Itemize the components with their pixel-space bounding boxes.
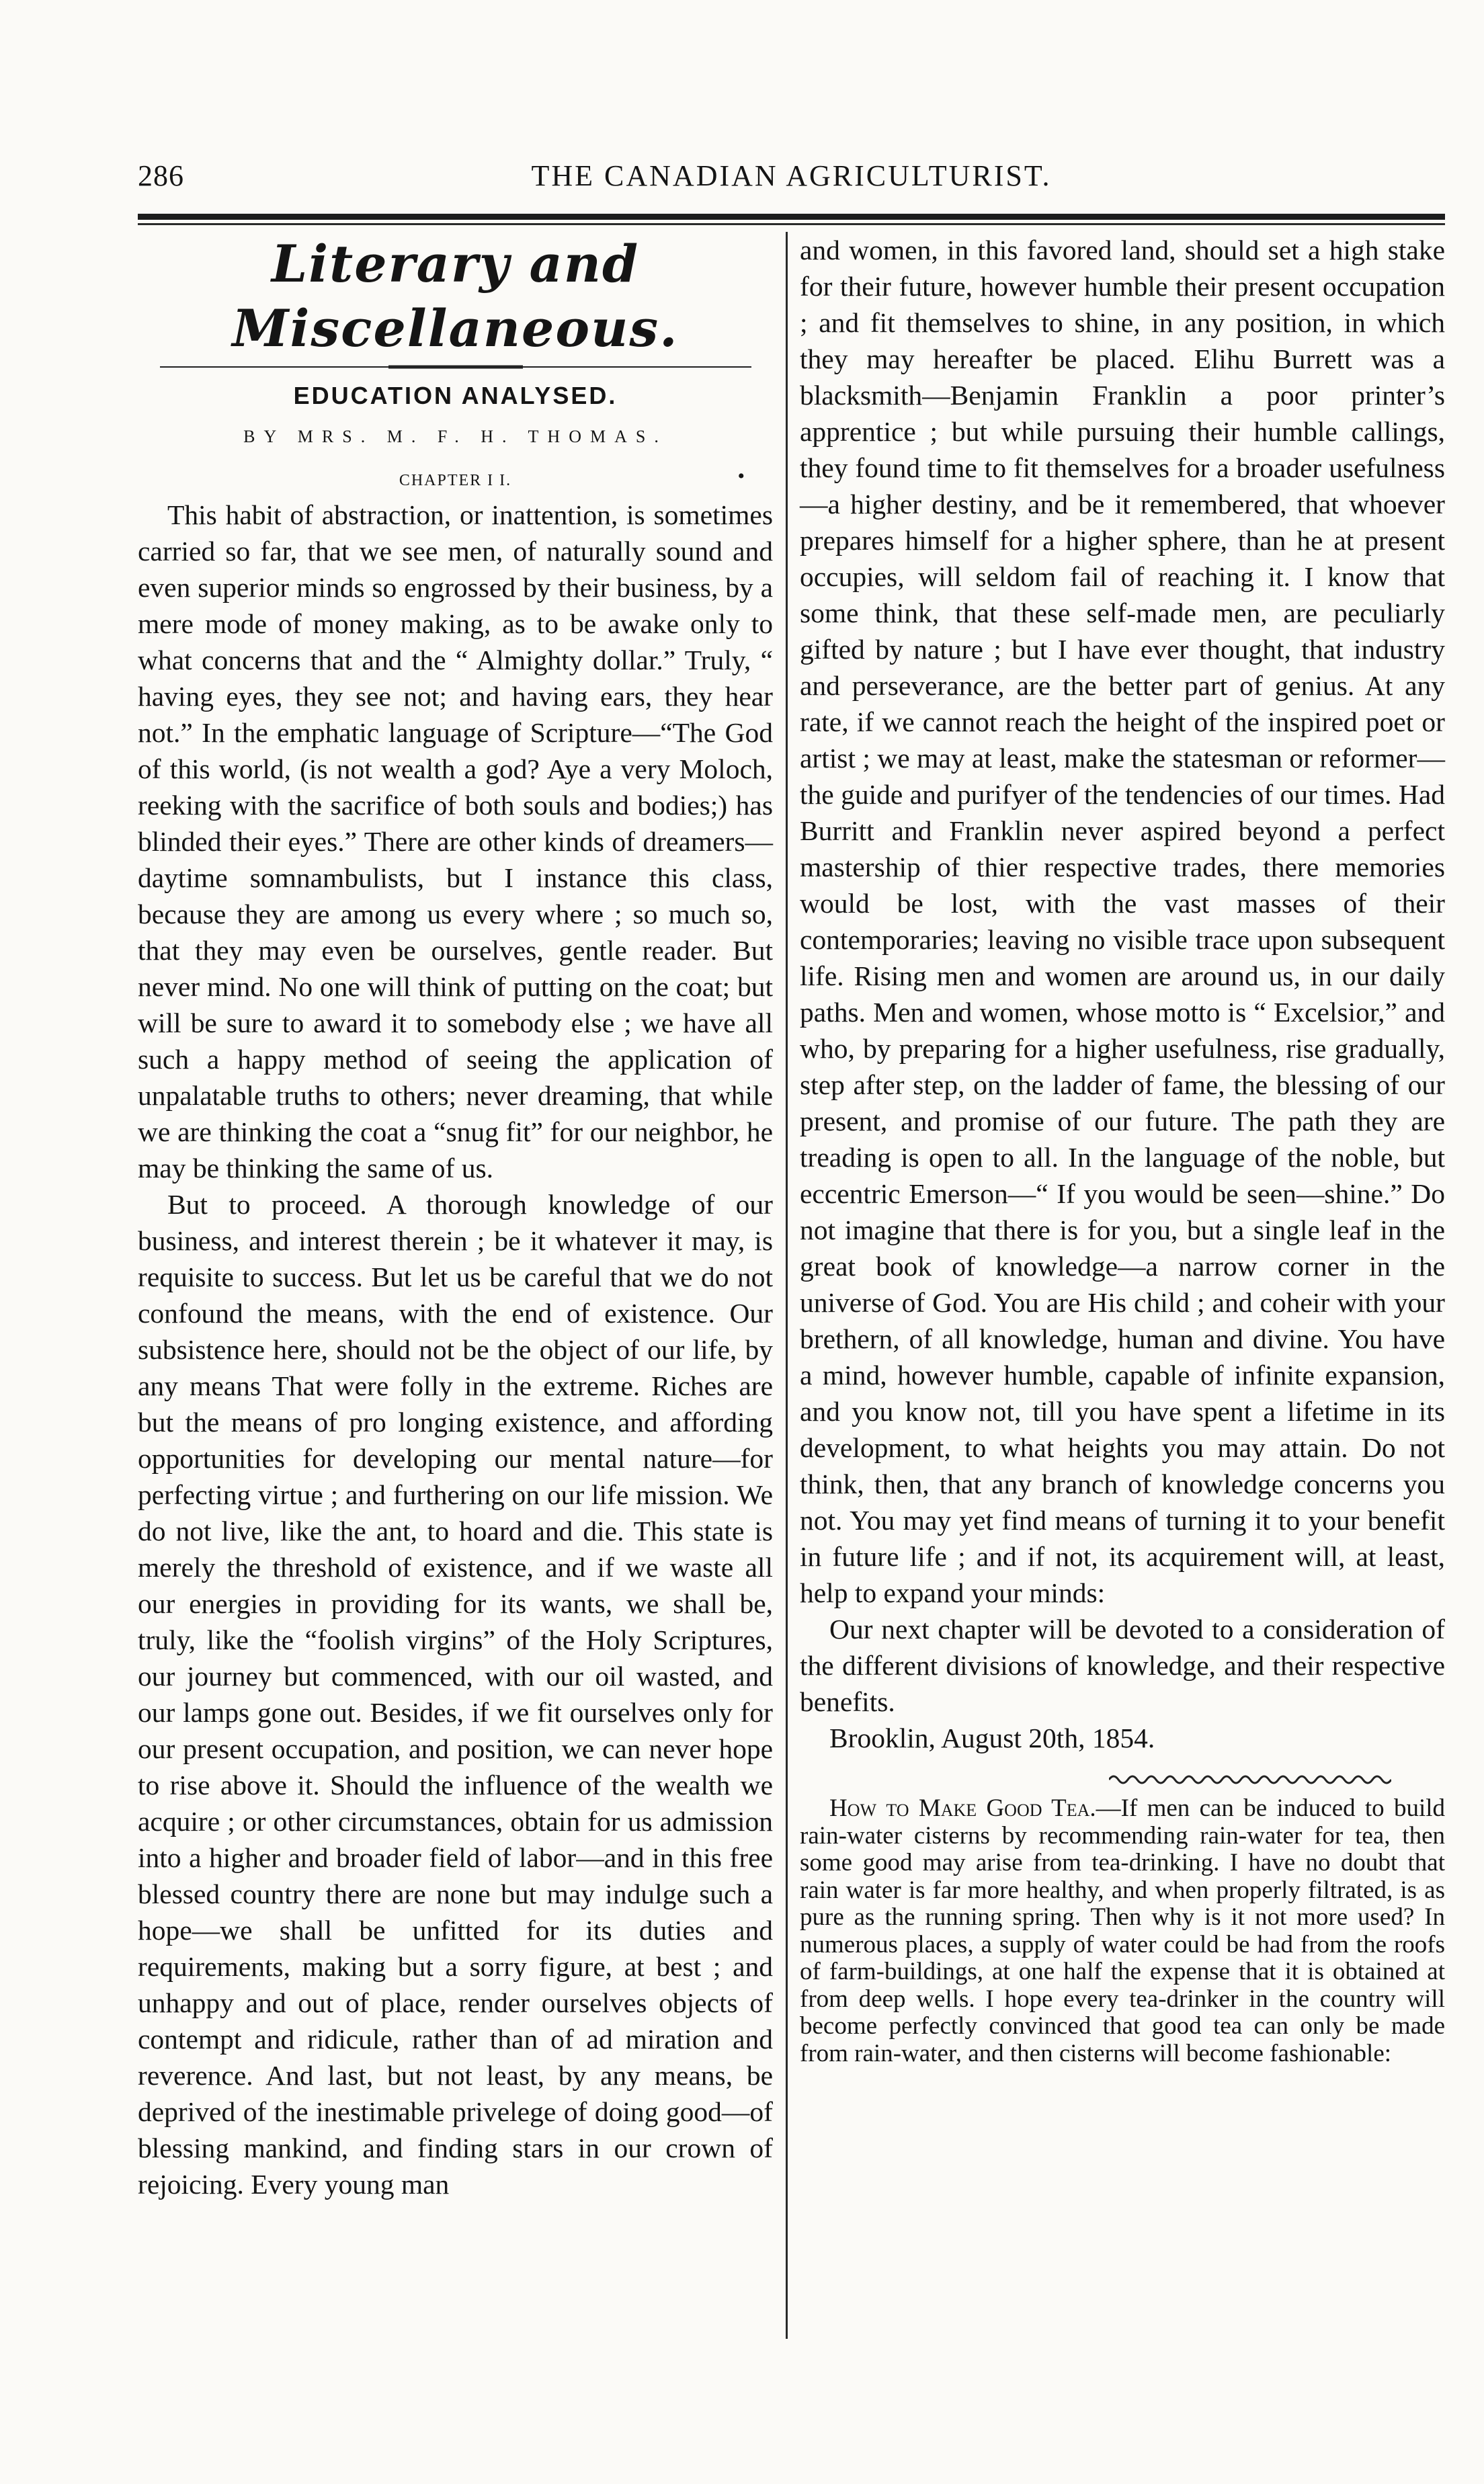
chapter-label: CHAPTER I I. bbox=[399, 472, 512, 489]
article-signoff: Brooklin, August 20th, 1854. bbox=[829, 1723, 1155, 1753]
article-byline: BY MRS. M. F. H. THOMAS. bbox=[243, 427, 667, 446]
tea-note-lead: How to Make Good Tea. bbox=[829, 1794, 1096, 1822]
article-paragraph-3: and women, in this favored land, should set a high stake for their future, however humble their present occupation ; and fit themselves to shine, in any position, in which they may hereafter be placed. Elihu Burrett was a blacksmith—Benjamin Franklin a poor printer’s apprentice ; but while pursuing their humble callings, they found time to fit themselves for a broader usefulness—a higher destiny, and be it remembered, that whoever prepares himself for a higher sphere, than he at present occupies, will seldom fail of reaching it. I know that some think, that these self-made men, are peculiarly gifted by nature ; but I have ever thought, that industry and perseverance, are the better part of genius. At any rate, if we cannot reach the height of the inspired poet or artist ; we may at least, make the statesman or reformer—the guide and purifyer of the tendencies of our times. Had Burritt and Franklin never aspired beyond a perfect mastership of thier respective trades, there memories would be lost, with the vast masses of their contemporaries; leaving no visible trace upon subsequent life. Rising men and women are around us, in our daily paths. Men and women, whose motto is “ Excelsior,” and who, by preparing for a higher usefulness, rise gradually, step after step, on the ladder of fame, the blessing of our present, and promise of our future. The path they are treading is open to all. In the language of the noble, but eccentric Emerson—“ If you would be seen—shine.” Do not imagine that there is for you, but a single leaf in the great book of knowledge—a narrow corner in the universe of God. You are His child ; and coheir with your brethern, of all knowledge, human and divine. You have a mind, however humble, capable of infinite expansion, and you know not, till you have spent a lifetime in its development, to what heights you may attain. Do not think, then, that any branch of knowledge concerns you not. You may yet find means of turning it to your benefit in future life ; and if not, its acquirement will, at least, help to expand your minds: bbox=[800, 235, 1445, 1608]
section-ornament-rule bbox=[160, 362, 751, 372]
journal-title: THE CANADIAN AGRICULTURIST. bbox=[531, 159, 1052, 192]
chapter-mark: • bbox=[737, 465, 746, 487]
running-head bbox=[138, 159, 1445, 206]
tea-note bbox=[800, 1795, 1445, 2067]
page-number: 286 bbox=[138, 159, 184, 192]
left-column bbox=[138, 232, 773, 2356]
article-paragraph-1: This habit of abstraction, or inattention, is sometimes carried so far, that we see men, of naturally sound and even superior minds so engrossed by their business, by a mere mode of money making, as to be awake only to what concerns that and the “ Almighty dollar.” Truly, “ having eyes, they see not; and having ears, they hear not.” In the emphatic language of Scripture—“The God of this world, (is not wealth a god? Aye a very Moloch, reeking with the sacrifice of both souls and bodies;) has blinded their eyes.” There are other kinds of dreamers—daytime somnambulists, but I instance this class, because they are among us every where ; so much so, that they may even be ourselves, gentle reader. But never mind. No one will think of putting on the coat; but will be sure to award it to somebody else ; we have all such a happy method of seeing the application of unpalatable truths to others; never dreaming, that while we are thinking the coat a “snug fit” for our neighbor, he may be thinking the same of us. bbox=[138, 499, 773, 1184]
article-paragraph-2: But to proceed. A thorough knowledge of our business, and interest therein ; be it whatever it may, is requisite to success. But let us be careful that we do not confound the means, with the end of existence. Our subsistence here, should not be the object of our life, by any means That were folly in the extreme. Riches are but the means of pro longing existence, and affording opportunities for developing our mental nature—for perfecting virtue ; and furthering on our life mission. We do not live, like the ant, to hoard and die. This state is merely the threshold of existence, and if we waste all our energies in providing for its wants, we shall be, truly, like the “foolish virgins” of the Holy Scriptures, our journey but commenced, with our oil wasted, and our lamps gone out. Besides, if we fit ourselves only for our present occupation, and position, we can never hope to rise above it. Should the influence of the wealth we acquire ; or other circumstances, obtain for us admission into a higher and broader field of labor—and in this free blessed country there are none but may indulge such a hope—we shall be unfitted for its duties and requirements, making but a sorry figure, at best ; and unhappy and out of place, render ourselves objects of contempt and ridicule, rather than of ad miration and reverence. And last, but not least, by any means, be deprived of the inestimable privelege of doing good—of blessing mankind, and finding stars in our crown of rejoicing. Every young man bbox=[138, 1189, 773, 2200]
separator-ornament bbox=[1109, 1771, 1391, 1788]
section-title: Literary and Miscellaneous. bbox=[232, 234, 679, 358]
article-title: EDUCATION ANALYSED. bbox=[293, 382, 618, 409]
right-column bbox=[800, 232, 1445, 2356]
header-rule-thick bbox=[138, 214, 1445, 220]
article-paragraph-4: Our next chapter will be devoted to a consideration of the different divisions of knowledge, and their respective benefits. bbox=[800, 1614, 1445, 1717]
chapter-heading bbox=[138, 464, 773, 497]
tea-note-text: —If men can be induced to build rain-water cisterns by recommending rain-water for tea, then some good may arise from tea-drinking. I have no doubt that rain water is far more healthy, and when properly filtrated, is as pure as the running spring. Then why is it not more used? In numerous places, a supply of water could be had from the roofs of farm-buildings, at one half the expense that it is obtained at from deep wells. I hope every tea-drinker in the country will become perfectly convinced that good tea can only be made from rain-water, and then cisterns will become fashionable: bbox=[800, 1794, 1445, 2067]
column-divider bbox=[786, 232, 788, 2339]
header-rule-thin bbox=[138, 223, 1445, 225]
